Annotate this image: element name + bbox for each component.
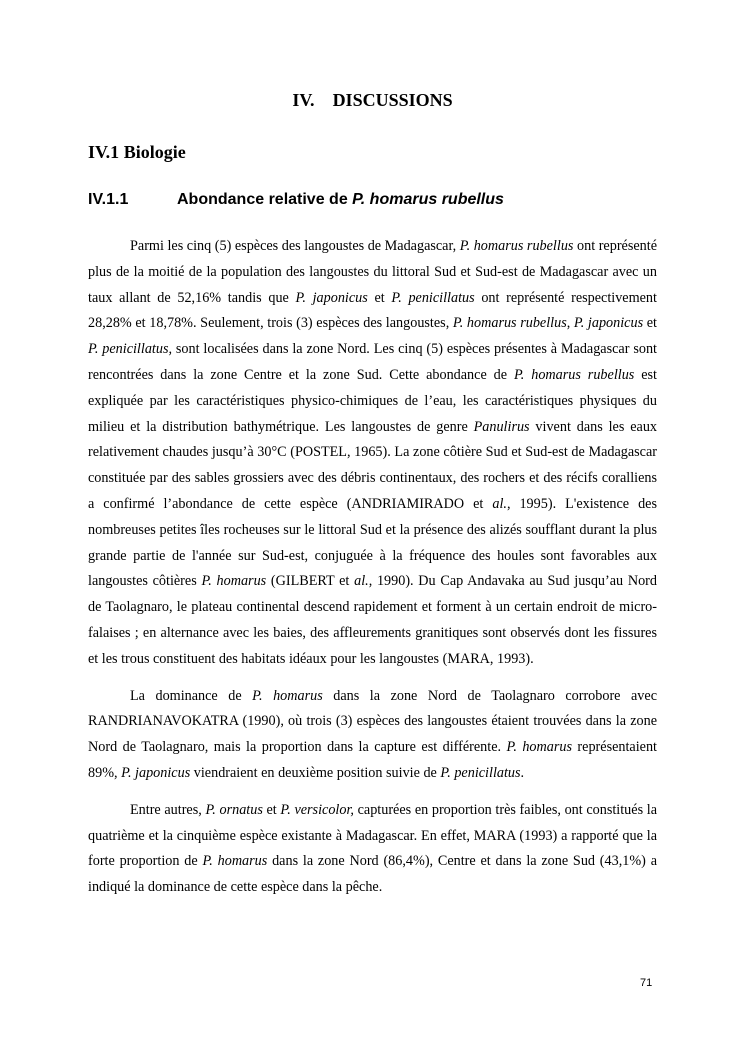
- italic-text-run: al.: [492, 495, 507, 512]
- italic-text-run: P. penicillatus,: [88, 341, 173, 358]
- paragraph: [88, 798, 657, 901]
- body-text: [88, 234, 657, 912]
- italic-text-run: P. homarus rubellus: [459, 238, 574, 254]
- text-run: représentaient 89%,: [88, 739, 657, 781]
- text-run: ont représenté plus de la moitié de la population des langoustes du littoral Sud et Sud-est de Madagascar avec un taux allant de 52,16% tandis que: [88, 238, 657, 306]
- text-run: ,: [566, 315, 574, 332]
- paragraph: [88, 684, 657, 787]
- italic-text-run: P. versicolor,: [280, 801, 354, 818]
- italic-text-run: P. homarus: [201, 573, 267, 590]
- section-number: IV.1: [88, 142, 120, 162]
- section-title: Biologie: [123, 142, 186, 162]
- italic-text-run: P. penicillatus: [440, 764, 521, 781]
- text-run: viendraient en deuxième position suivie de: [190, 764, 441, 781]
- text-run: capturées en proportion très faibles, ont constitués la quatrième et la cinquième espèce existante à Madagascar. En effet, MARA (1993) a rapporté que la forte proportion de: [88, 801, 657, 870]
- italic-text-run: al.: [354, 573, 369, 590]
- text-run: sont localisées dans la zone Nord. Les cinq (5) espèces présentes à Madagascar sont rencontrées dans la zone Centre et la zone Sud. Cette abondance de: [88, 341, 657, 383]
- text-run: .: [520, 764, 525, 781]
- italic-text-run: P. homarus: [252, 687, 323, 704]
- text-run: (GILBERT et: [266, 573, 355, 590]
- section-heading: [88, 142, 186, 163]
- italic-text-run: P. homarus: [202, 853, 268, 870]
- italic-text-run: P. japonicus: [573, 315, 644, 332]
- text-run: , 1990). Du Cap Andavaka au Sud jusqu’au Nord de Taolagnaro, le plateau continental descend rapidement et forment à un certain endroit de micro-falaises ; en alternance avec les baies, des affleurements granitiques sont observés dont les fissures et les trous constituent des habitats idéaux pour les langoustes (MARA, 1993).: [88, 573, 657, 667]
- chapter-number: IV.: [292, 90, 315, 110]
- text-run: dans la zone Nord de Taolagnaro corrobore avec RANDRIANAVOKATRA (1990), où trois (3) espèces des langoustes étaient trouvées dans la zone Nord de Taolagnaro, mais la proportion dans la capture est différente.: [88, 687, 657, 756]
- text-run: et: [367, 289, 392, 306]
- text-run: ont représenté respectivement 28,28% et 18,78%. Seulement, trois (3) espèces des langoustes,: [88, 289, 657, 332]
- page-number: 71: [640, 977, 653, 989]
- text-run: Parmi les cinq (5) espèces des langoustes de Madagascar,: [130, 238, 460, 254]
- text-run: dans la zone Nord (86,4%), Centre et dans la zone Sud (43,1%) a indiqué la dominance de cette espèce dans la pêche.: [88, 853, 657, 896]
- text-run: et: [643, 315, 657, 332]
- italic-text-run: P. homarus: [506, 739, 572, 756]
- italic-text-run: P. japonicus: [295, 289, 368, 306]
- italic-text-run: Panulirus: [473, 418, 530, 435]
- italic-text-run: P. japonicus: [121, 764, 191, 781]
- italic-text-run: P. ornatus: [205, 801, 263, 818]
- chapter-heading: [0, 90, 745, 111]
- italic-text-run: P. penicillatus: [391, 289, 475, 306]
- text-run: , 1995). L'existence des nombreuses petites îles rocheuses sur le littoral Sud et la présence des alizés soufflant durant la plus grande partie de l'année sur Sud-est, conjuguée à la fréquence des houles sont favorables aux langoustes côtières: [88, 495, 657, 590]
- subsection-number: IV.1.1: [88, 191, 129, 208]
- text-run: est expliquée par les caractéristiques physico-chimiques de l’eau, les caractéristiques physiques du milieu et la distribution bathymétrique. Les langoustes de genre: [88, 366, 657, 435]
- text-run: et: [262, 801, 281, 818]
- subsection-title-prefix: Abondance relative de: [177, 191, 353, 208]
- italic-text-run: P. homarus rubellus: [452, 315, 567, 332]
- text-run: Entre autres,: [130, 801, 206, 818]
- subsection-heading: [88, 191, 504, 209]
- paragraph: [88, 234, 657, 673]
- text-run: vivent dans les eaux relativement chaudes jusqu’à 30°C (POSTEL, 1965). La zone côtière Sud et Sud-est de Madagascar constituée par des sables grossiers avec des débris continentaux, des rochers et des récifs coralliens a confirmé l’abondance de cette espèce (ANDRIAMIRADO et: [88, 418, 658, 512]
- text-run: La dominance de: [130, 687, 253, 704]
- chapter-title: DISCUSSIONS: [332, 90, 453, 110]
- italic-text-run: P. homarus rubellus: [513, 366, 635, 383]
- subsection-title-species: P. homarus rubellus: [352, 191, 504, 208]
